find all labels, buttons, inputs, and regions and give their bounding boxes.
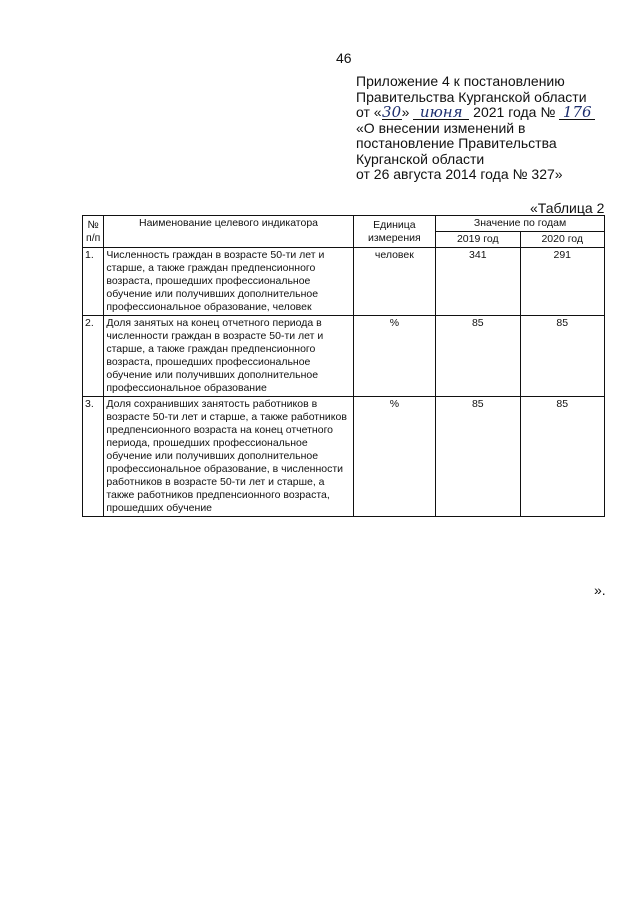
header-line-1: Приложение 4 к постановлению — [356, 73, 565, 89]
row-value-2019: 85 — [436, 316, 520, 397]
row-indicator-name: Доля сохранивших занятость работников в возрасте 50-ти лет и старше, а также работников предпенсионного возраста на конец отчетного периода, прошедших профессиональное обучение или получивших дополнительное профессиональное образование, в численности работников в возрасте 50-ти лет и старше, а также работников предпенсионного возраста, прошедших обучение — [104, 397, 353, 517]
row-indicator-name: Доля занятых на конец отчетного периода в численности граждан в возрасте 50-ти лет и старше, а также граждан предпенсионного возраста, прошедших профессиональное обучение или получивших дополнительное профессиональное образование — [104, 316, 353, 397]
row-value-2020: 85 — [520, 316, 604, 397]
header-line-5: постановление Правительства — [356, 135, 557, 151]
table-row — [83, 316, 605, 397]
row-value-2020: 291 — [520, 248, 604, 316]
closing-quote-mark: ». — [594, 582, 606, 598]
row-indicator-name: Численность граждан в возрасте 50-ти лет и старше, а также граждан предпенсионного возраста, прошедших профессиональное обучение или получивших дополнительное профессиональное образование, человек — [104, 248, 353, 316]
handwritten-month: июня — [413, 106, 469, 120]
row-value-2020: 85 — [520, 397, 604, 517]
header-values-group: Значение по годам — [436, 216, 605, 232]
table-row — [83, 397, 605, 517]
handwritten-number: 176 — [559, 106, 595, 120]
table-header-row — [83, 216, 605, 232]
header-unit: Единица измерения — [353, 216, 435, 248]
indicators-table — [82, 215, 605, 517]
header-num: № п/п — [83, 216, 104, 248]
row-value-2019: 85 — [436, 397, 520, 517]
page-number: 46 — [336, 50, 352, 66]
header-line-6: Курганской области — [356, 150, 485, 167]
table-row — [83, 248, 605, 316]
row-unit: человек — [353, 248, 435, 316]
row-value-2019: 341 — [436, 248, 520, 316]
row-num: 2. — [83, 316, 104, 397]
row-num: 3. — [83, 397, 104, 517]
date-prefix: от « — [356, 104, 382, 120]
header-year-2020: 2020 год — [520, 232, 604, 248]
document-header — [356, 74, 626, 183]
date-quote-close: » — [401, 104, 410, 120]
table-caption: «Таблица 2 — [530, 200, 605, 216]
year-text: 2021 года № — [473, 104, 556, 120]
row-unit: % — [353, 397, 435, 517]
header-year-2019: 2019 год — [436, 232, 520, 248]
header-name: Наименование целевого индикатора — [104, 216, 353, 248]
header-line-2: Правительства Курганской области — [356, 88, 587, 105]
header-line-7: от 26 августа 2014 года № 327» — [356, 166, 563, 182]
header-line-4: «О внесении изменений в — [356, 119, 526, 136]
row-unit: % — [353, 316, 435, 397]
handwritten-day: 30 — [382, 103, 402, 121]
header-date-line — [356, 105, 626, 121]
row-num: 1. — [83, 248, 104, 316]
